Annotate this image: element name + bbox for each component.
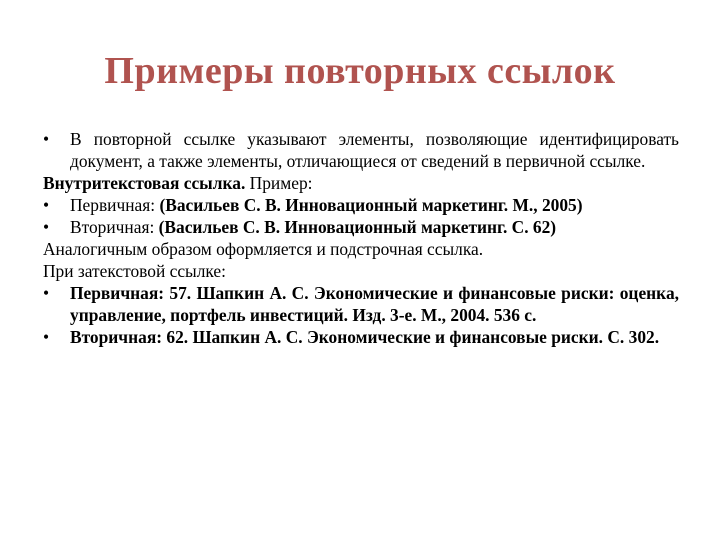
slide-body: [43, 128, 679, 348]
bullet-icon: •: [43, 217, 50, 237]
bullet-intext-primary: [43, 194, 679, 216]
intext-primary-value: (Васильев С. В. Инновационный маркетинг. М., 2005): [159, 195, 583, 215]
bullet-outtext-secondary: [43, 326, 679, 348]
intext-secondary-value: (Васильев С. В. Инновационный маркетинг. С. 62): [158, 217, 557, 237]
intext-primary-label: Первичная:: [70, 195, 160, 215]
outtext-note: При затекстовой ссылке:: [43, 261, 226, 281]
outtext-primary: Первичная: 57. Шапкин А. С. Экономические и финансовые риски: оценка, управление, портфель инвестиций. Изд. 3-е. М., 2004. 536 с.: [70, 283, 679, 325]
intro-text: В повторной ссылке указывают элементы, позволяющие идентифицировать документ, а также элементы, отличающиеся от сведений в первичной ссылке.: [70, 129, 679, 171]
bullet-icon: •: [43, 283, 50, 303]
bullet-intro: [43, 128, 679, 172]
intext-example: Пример:: [245, 173, 313, 193]
bullet-outtext-primary: [43, 282, 679, 326]
footnote-note: Аналогичным образом оформляется и подстрочная ссылка.: [43, 239, 484, 259]
intext-label: Внутритекстовая ссылка.: [43, 173, 246, 193]
slide-title: Примеры повторных ссылок: [104, 50, 616, 92]
bullet-intext-secondary: [43, 216, 679, 238]
bullet-icon: •: [43, 129, 50, 149]
bullet-icon: •: [43, 327, 50, 347]
bullet-icon: •: [43, 195, 50, 215]
intext-secondary-label: Вторичная:: [70, 217, 159, 237]
intext-heading: [43, 172, 679, 194]
outtext-secondary: Вторичная: 62. Шапкин А. С. Экономические и финансовые риски. С. 302.: [70, 327, 660, 347]
